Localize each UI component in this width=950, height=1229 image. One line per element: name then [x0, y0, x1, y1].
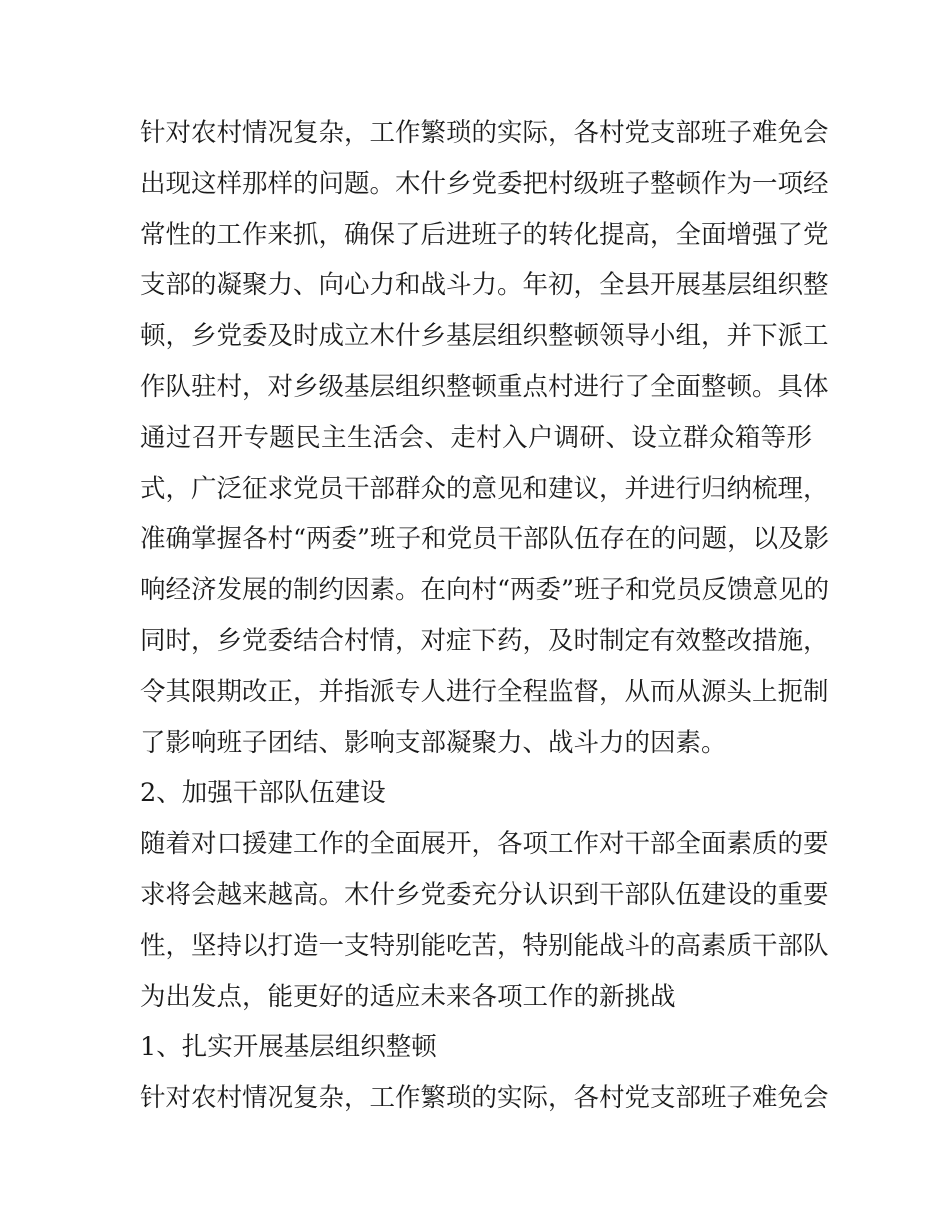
text-line: 通过召开专题民主生活会、走村入户调研、设立群众箱等形: [140, 422, 812, 453]
heading-line: 1、扎实开展基层组织整顿: [140, 1032, 437, 1063]
paragraph-cadre-building: [140, 819, 829, 1022]
text-line: 作队驻村，对乡级基层组织整顿重点村进行了全面整顿。具体: [140, 371, 829, 402]
text-line: 式，广泛征求党员干部群众的意见和建议，并进行归纳梳理，: [140, 473, 829, 504]
text-line: 令其限期改正，并指派专人进行全程监督，从而从源头上扼制: [140, 676, 829, 707]
text-line: 同时，乡党委结合村情，对症下药，及时制定有效整改措施，: [140, 625, 829, 656]
text-line: 支部的凝聚力、向心力和战斗力。年初，全县开展基层组织整: [140, 270, 829, 301]
text-line: 随着对口援建工作的全面展开，各项工作对干部全面素质的要: [140, 829, 829, 860]
paragraph-village-rectification: [140, 108, 830, 768]
heading-line: 2、加强干部队伍建设: [140, 778, 386, 809]
text-line: 常性的工作来抓，确保了后进班子的转化提高，全面增强了党: [140, 219, 829, 250]
text-line: 顿，乡党委及时成立木什乡基层组织整顿领导小组，并下派工: [140, 321, 829, 352]
section-heading-organization-rectification: [140, 1022, 812, 1073]
text-line: 性，坚持以打造一支特别能吃苦，特别能战斗的高素质干部队: [140, 930, 829, 961]
text-line: 求将会越来越高。木什乡党委充分认识到干部队伍建设的重要: [140, 879, 829, 910]
text-line: 响经济发展的制约因素。在向村“两委”班子和党员反馈意见的: [140, 575, 830, 606]
section-heading-cadre-building: [140, 768, 812, 819]
text-line: 针对农村情况复杂，工作繁琐的实际，各村党支部班子难免会: [140, 118, 829, 148]
paragraph-village-rectification-repeat: [140, 1073, 829, 1124]
text-line: 了影响班子团结、影响支部凝聚力、战斗力的因素。: [140, 727, 727, 758]
text-line: 准确掌握各村“两委”班子和党员干部队伍存在的问题，以及影: [140, 524, 830, 555]
text-line: 出现这样那样的问题。木什乡党委把村级班子整顿作为一项经: [140, 168, 829, 199]
text-line: 针对农村情况复杂，工作繁琐的实际，各村党支部班子难免会: [140, 1083, 829, 1114]
document-body: [140, 108, 830, 1124]
text-line: 为出发点，能更好的适应未来各项工作的新挑战: [140, 981, 676, 1012]
